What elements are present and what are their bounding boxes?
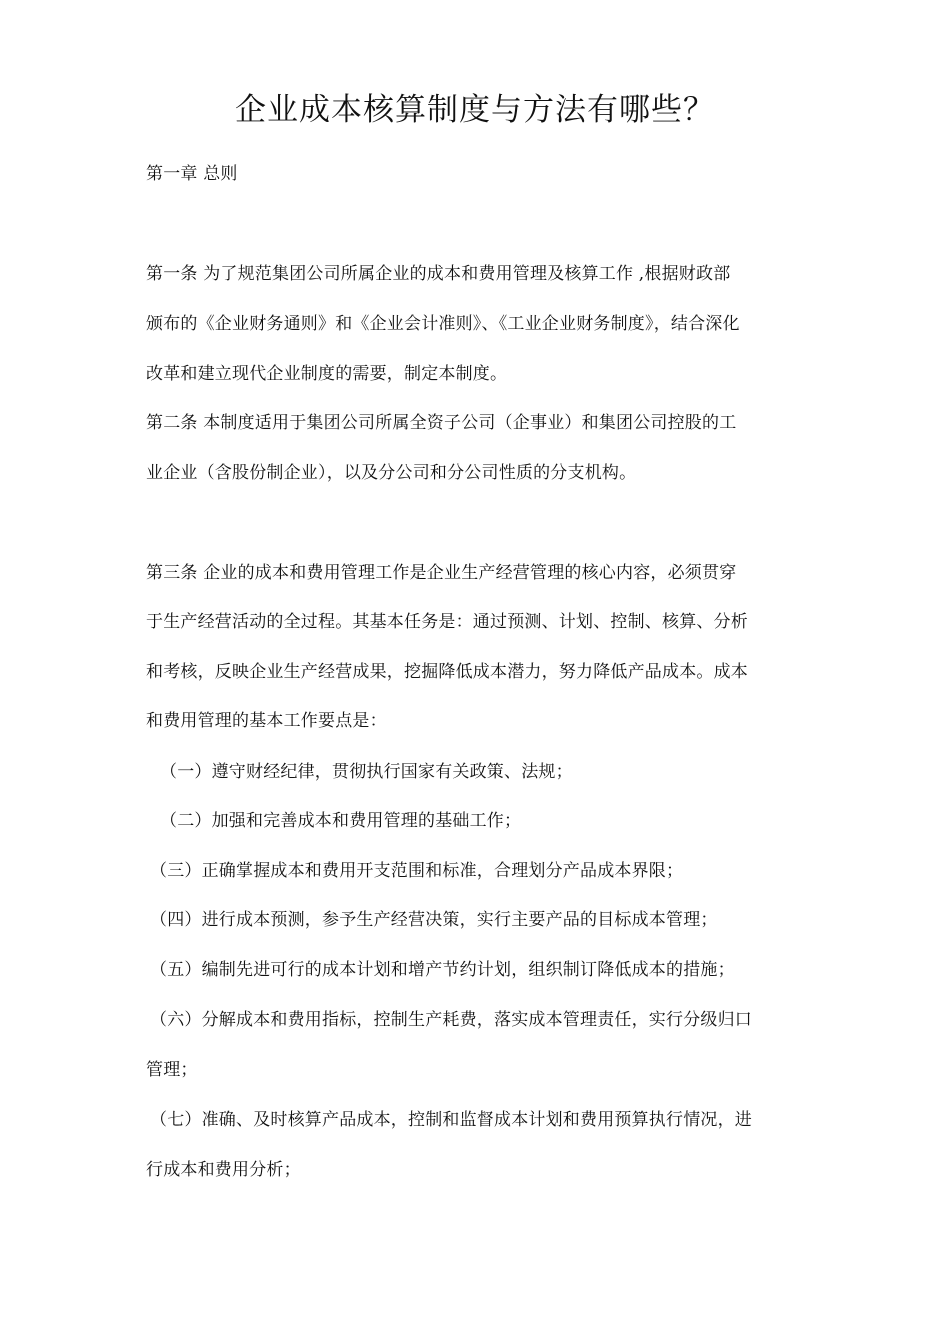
article-2-line-2: 业企业（含股份制企业），以及分公司和分公司性质的分支机构。 <box>146 463 637 483</box>
article-1-line-3: 改革和建立现代企业制度的需要，制定本制度。 <box>146 364 508 384</box>
document-title: 企业成本核算制度与方法有哪些？ <box>235 92 715 128</box>
list-item-1: （一）遵守财经纪律，贯彻执行国家有关政策、法规； <box>160 762 573 782</box>
list-item-6-line-1: （六）分解成本和费用指标，控制生产耗费，落实成本管理责任，实行分级归口 <box>150 1010 752 1030</box>
chapter-heading: 第一章 总则 <box>146 164 238 184</box>
list-item-6-line-2: 管理； <box>146 1060 198 1080</box>
list-item-5: （五）编制先进可行的成本计划和增产节约计划，组织制订降低成本的措施； <box>150 960 735 980</box>
list-item-4: （四）进行成本预测，参予生产经营决策，实行主要产品的目标成本管理； <box>150 910 718 930</box>
article-1-line-2: 颁布的《企业财务通则》和《企业会计准则》、《工业企业财务制度》，结合深化 <box>146 314 740 334</box>
article-3-line-2: 于生产经营活动的全过程。其基本任务是：通过预测、计划、控制、核算、分析 <box>146 612 748 632</box>
article-1-line-1: 第一条 为了规范集团公司所属企业的成本和费用管理及核算工作 ,根据财政部 <box>146 264 731 284</box>
list-item-7-line-1: （七）准确、及时核算产品成本，控制和监督成本计划和费用预算执行情况，进 <box>150 1110 752 1130</box>
article-3-line-4: 和费用管理的基本工作要点是： <box>146 711 387 731</box>
list-item-7-line-2: 行成本和费用分析； <box>146 1160 301 1180</box>
list-item-2: （二）加强和完善成本和费用管理的基础工作； <box>160 811 522 831</box>
article-2-line-1: 第二条 本制度适用于集团公司所属全资子公司（企事业）和集团公司控股的工 <box>146 413 737 433</box>
article-3-line-3: 和考核，反映企业生产经营成果，挖掘降低成本潜力，努力降低产品成本。成本 <box>146 662 748 682</box>
article-3-line-1: 第三条 企业的成本和费用管理工作是企业生产经营管理的核心内容，必须贯穿 <box>146 563 737 583</box>
list-item-3: （三）正确掌握成本和费用开支范围和标准，合理划分产品成本界限； <box>150 861 684 881</box>
